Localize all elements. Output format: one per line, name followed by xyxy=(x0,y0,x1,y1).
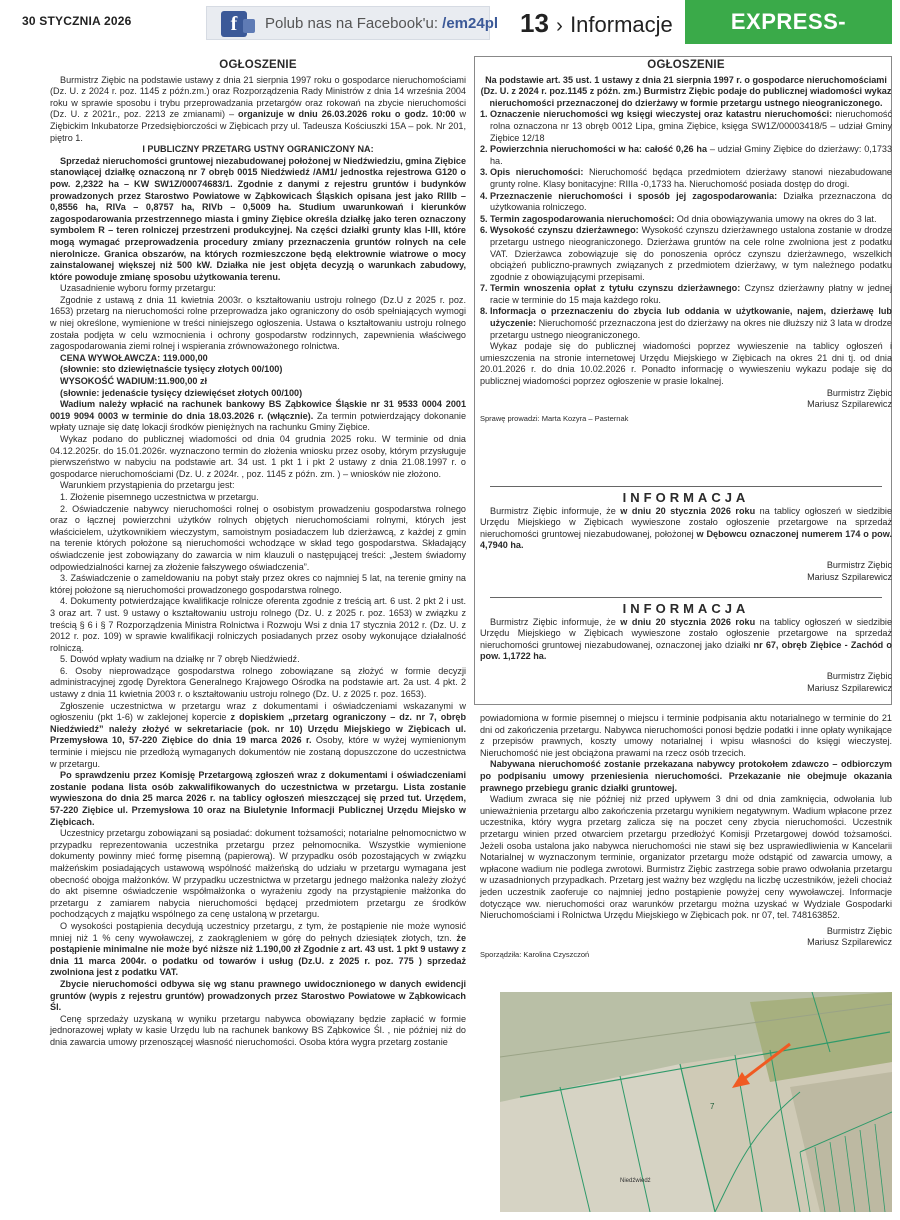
left-p11: O wysokości postąpienia decydują uczestnicy przetargu, z tym, że postąpienie nie może wynosić mniej niż 1 % ceny wywoławczej, z zaokrągleniem w górę do pełnych dziesiątek złotych, tzn. że postąpienie minimalne nie może być niższe niż 1.190,00 zł Zgodnie z art. 43 ust. 1 pkt 9 ustawy z dnia 11 marca 2004r. o podatku od towarów i usług (Dz.U. z 2025 r. poz. 775 ) sprzedaż zwolniona jest z podatku VAT. xyxy=(50,920,466,978)
lease-item-text: Nieruchomość będąca przedmiotem dzierżawy stanowi niezabudowane grunty rolne. Klasy bonitacyjne: RIIIa -0,1733 ha. Nieruchomość posiada dostęp do drogi. xyxy=(490,167,892,189)
left-p9: Po sprawdzeniu przez Komisję Przetargową zgłoszeń wraz z dokumentami i oświadczeniami zostanie podana lista osób zakwalifikowanych do uczestnictwa w przetargu. Lista zostanie wywieszona do dnia 25 marca 2026 r. na tablicy ogłoszeń mieszczącej się przed tut. Urzędem, 57-220 Ziębice ul. Przemysłowa 10 oraz na Biuletynie Informacji Publicznej Urzędu Miejsko w Ziębicach. xyxy=(50,770,466,827)
lease-item-text: – udział Gminy Ziębice do dzierżawy: 0,1733 ha. xyxy=(490,144,893,166)
left-p5: Wadium należy wpłacić na rachunek bankowy BS Ząbkowice Śląskie nr 31 9533 0004 2001 0019 9094 0003 w terminie do dnia 18.03.2026 r. (włącznie). Za termin potwierdzający dokonanie wpłaty uznaje się datę lokacji środków pieniężnych na rachunku Gminy Ziębice. xyxy=(50,399,467,433)
divider xyxy=(490,597,882,598)
right-announcement xyxy=(480,60,892,424)
cont-prepared-by: Sporządziła: Karolina Czyszczoń xyxy=(480,949,590,959)
lease-item-number: 6. xyxy=(480,225,488,236)
left-p8: Zgłoszenie uczestnictwa w przetargu wraz z dokumentami i oświadczeniami wskazanymi w ogłoszeniu (pkt 1-6) w zaklejonej kopercie z dopiskiem „przetarg ograniczony – dz. nr 7, obręb Niedźwiedź” należy złożyć w sekretariacie (pok. nr 10) Urzędu Miejskiego w Ziębicach ul. Przemysłowa 10, 57-220 Ziębice do dnia 19 marca 2026 r. Osoby, które w wyżej wymienionym terminie i miejscu nie przedłożą wymaganych dokumentów nie zostaną dopuszczone do uczestnictwa w przetargu. xyxy=(50,700,467,769)
left-p2: Sprzedaż nieruchomości gruntowej niezabudowanej położonej w Niedźwiedziu, gmina Ziębice stanowiącej działkę oznaczoną nr 7 obręb 0015 Niedźwiedź /AM1/ jednostka rejestrowa G120 o pow. 2,2322 ha – KW SW1Z/00074683/1. Zgodnie z danymi z rejestru gruntów i budynków prowadzonych przez Starostwo Powiatowe w Ząbkowicach Śląskich opisana jest jako RIIIb – 0,8556 ha, RIVa – 0,8757 ha, RIVb – 0,5009 ha. Studium uwarunkowań i kierunków zagospodarowania przestrzennego miasta i gminy Ziębice określa działkę jako teren oznaczony symbolem R – teren rolniczej przestrzeni produkcyjnej. Na części działki grunty klas I-III, które mogą wymagać przeprowadzenia procedury zmiany przeznaczenia gruntów rolnych na cele nierolnicze. Granica obszarów, na których rozmieszczone będą elektrownie wiatrowe o mocy zainstalowanej większej niż 500 kW. Działka nie jest objęta decyzją o warunkach zabudowy, które powoduje zmianę sposobu użytkowania terenu. xyxy=(50,155,466,282)
map-place-label: Niedźwiedź xyxy=(620,1178,651,1184)
info-title-2: INFORMACJA xyxy=(622,601,750,616)
left-announcement xyxy=(50,60,466,1048)
lease-item-number: 7. xyxy=(480,283,488,294)
cont-sign-title: Burmistrz Ziębic xyxy=(826,925,892,936)
parcel-map-image xyxy=(500,992,892,1212)
condition-5: 5. Dowód wpłaty wadium na działkę nr 7 obręb Niedźwiedź. xyxy=(60,654,300,665)
left-p4: Zgodnie z ustawą z dnia 11 kwietnia 2003r. o kształtowaniu ustroju rolnego (Dz.U z 2025 r. poz. 1653) przetarg na nieruchomości rolne przeprowadza jako ograniczony do osób spełniających wymogi w niej określone, wymienione w treści niniejszego ogłoszenia. Ustawa o kształtowaniu ustroju rolnego została podjęta w celu wzmocnienia i ochrony gospodarstw rodzinnych, zapewnienia właściwego zagospodarowania ziemi rolnej i wspierania zrównoważonego rolnictwa. xyxy=(50,294,466,352)
lease-item-text: Od dnia obowiązywania umowy na okres do 3 lat. xyxy=(676,213,877,224)
lease-item xyxy=(480,306,892,341)
info-title-1: INFORMACJA xyxy=(622,490,750,505)
deposit-words: (słownie: jedenaście tysięcy dziewięćset złotych 00/100) xyxy=(60,387,303,398)
lease-item-label: Termin wnoszenia opłat z tytułu czynszu dzierżawnego: xyxy=(490,283,741,294)
condition-3: 3. Zaświadczenie o zameldowaniu na pobyt stały przez okres co najmniej 5 lat, na terenie gminy na której położone są nieruchomości prowadzonego gospodarstwa rolnego. xyxy=(50,573,466,595)
right-intro: Na podstawie art. 35 ust. 1 ustawy z dnia 21 sierpnia 1997 r. o gospodarce nieruchomościami (Dz. U. z 2024 r. poz.1145 z późn. zm.) Burmistrz Ziębic podaje do publicznej wiadomości wykaz nieruchomości przeznaczonej do dzierżawy w formie przetargu ustnego nieograniczonego. xyxy=(480,74,892,108)
lease-item-text: nieruchomość rolna oznaczona nr 13 obręb 0012 Lipa, gmina Ziębice, księga SW1Z/00003418/5 – udział Gminy Ziębice 12/18 xyxy=(490,109,892,143)
info-block-1 xyxy=(480,492,892,583)
lease-item xyxy=(480,225,892,283)
lease-item-text: Czynsz dzierżawny płatny w jednej racie w terminie do 15 maja każdego roku. xyxy=(490,283,892,305)
facebook-text xyxy=(265,15,498,32)
lease-item-number: 3. xyxy=(480,167,488,178)
condition-1: 1. Złożenie pisemnego uczestnictwa w przetargu. xyxy=(60,491,259,502)
left-subtitle: I PUBLICZNY PRZETARG USTNY OGRANICZONY NA: xyxy=(142,144,374,155)
lease-item-number: 1. xyxy=(480,109,488,120)
lease-item-label: Wysokość czynszu dzierżawnego: xyxy=(490,225,639,236)
lease-item-label: Oznaczenie nieruchomości wg księgi wieczystej oraz katastru nieruchomości: xyxy=(490,109,833,120)
cont-sign-name: Mariusz Szpilarewicz xyxy=(807,937,892,948)
page-header xyxy=(520,8,673,39)
left-p7: Warunkiem przystąpienia do przetargu jest: xyxy=(60,480,235,491)
price-start: CENA WYWOŁAWCZA: 119.000,00 xyxy=(60,352,208,363)
lease-item-number: 4. xyxy=(480,190,488,201)
deposit: WYSOKOŚĆ WADIUM:11.900,00 zł xyxy=(60,376,208,387)
cont-p3: Wadium zwraca się nie później niż przed upływem 3 dni od dnia zamknięcia, odwołania lub unieważnienia przetargu albo zakończenia przetargu wynikiem negatywnym. Wadium wpłacone przez uczestnika, który wygra przetarg zalicza się na poczet ceny zbycia nieruchomości. Uczestnik przetargu winien przed otwarciem przetargu przedłożyć Komisji Przetargowej dowód tożsamości. Jeżeli osoba ustalona jako nabywca nieruchomości nie stawi się bez usprawiedliwienia w Kancelarii Notarialnej w wyznaczonym terminie, organizator przetargu może odstąpić od zawarcia umowy, a wpłacone wadium nie podlega zwrotowi. Burmistrz Ziębic zastrzega sobie prawo odwołania przetargu w uzasadnionych przypadkach. Przetarg jest ważny bez względu na liczbę uczestników, jeżeli chociaż jeden uczestnik zaoferuje co najmniej jedno postąpienie powyżej ceny wywoławczej. Informacje dotyczące ww. nieruchomości oraz warunków przetargu można uzyskać w Wydziale Gospodarki Nieruchomościami i Rolnictwa Urzędu Miejskiego w Ziębicach pok. nr 07, tel. 748163852. xyxy=(480,794,892,921)
left-title: OGŁOSZENIE xyxy=(219,59,297,71)
right-title: OGŁOSZENIE xyxy=(647,59,725,71)
lease-item-text: Wysokość czynszu dzierżawnego ustalona zostanie w drodze przetargu ustnego nieograniczonego. Dzierżawa gruntów na cele rolne zwolniona jest z podatku VAT. Dzierżawca zobowiązuje się do ponoszenia oprócz czynszu dzierżawnego, wszelkich obciążeń publiczno-prawnych związanych z przedmiotem dzierżawy, w tym należnego podatku zgodnie z obowiązującymi przepisami. xyxy=(490,225,892,282)
prepared-by: Sprawę prowadzi: Marta Kozyra – Pasternak xyxy=(480,413,629,423)
facebook-banner[interactable] xyxy=(206,6,499,40)
left-announcement-continued xyxy=(480,713,892,960)
chevron-right-icon: › xyxy=(556,15,563,37)
parcel-map xyxy=(500,992,892,1212)
lease-items xyxy=(480,109,892,341)
lease-item-text: Działka przeznaczona do użytkowania rolniczego. xyxy=(490,190,892,213)
info1-sign-title: Burmistrz Ziębic xyxy=(826,559,892,570)
signature-title: Burmistrz Ziębic xyxy=(826,387,892,398)
lease-item xyxy=(480,144,892,167)
condition-2: 2. Oświadczenie nabywcy nieruchomości rolnej o osobistym prowadzeniu gospodarstwa rolnego oraz o łącznej powierzchni użytków rolnych objętych nieruchomościami rolnymi, których jest właścicielem, użytkownikiem wieczystym, samoistnym posiadaczem lub dzierżawcą, z każdej z gmin na terenie których położone są nieruchomości wchodzące w skład tego gospodarstwa. Składający oświadczenie jest zobowiązany do zawarcia w nim klauzuli o następującej treści: „Jestem świadomy odpowiedzialności karnej za złożenie fałszywego oświadczenia”. xyxy=(50,503,466,572)
page-number: 13 xyxy=(520,8,549,38)
info-block-2 xyxy=(480,603,892,694)
issue-date: 30 STYCZNIA 2026 xyxy=(22,14,132,28)
section-name: Informacje xyxy=(570,12,673,37)
lease-item-label: Termin zagospodarowania nieruchomości: xyxy=(490,213,675,224)
lease-item-number: 5. xyxy=(480,213,488,224)
facebook-icon: f xyxy=(221,11,247,37)
left-p10: Uczestnicy przetargu zobowiązani są posiadać: dokument tożsamości; notarialne pełnomocnictwo w przypadku reprezentowania uczestnika przetargu przez pełnomocnika. Wszystkie wymienione dokumenty powinny mieć formę pisemną (papierową). W przypadku osób pozostających w związku małżeńskim posiadających ustawową wspólność małżeńską do udziału w przetargu wymagana jest obecność obojga małżonków. W przypadku uczestnictwa w przetargu jednego małżonka należy złożyć do akt pisemne oświadczenie współmałżonka o wyrażeniu zgody na przystąpienie małżonka do przetargu z zamiarem nabycia nieruchomości będącej przedmiotem przetargu ze środków pochodzących z majątku wspólnego za cenę ustaloną w przetargu. xyxy=(50,828,466,920)
price-start-words: (słownie: sto dziewiętnaście tysięcy złotych 00/100) xyxy=(60,364,283,375)
left-p6: Wykaz podano do publicznej wiadomości od dnia 04 grudnia 2025 roku. W terminie od dnia 04.12.2025r. do 15.01.2026r. wyznaczono termin do złożenia wniosku przez osoby, którym przysługuje pierwszeństwo w nabyciu na podstawie art. 34 ust. 1 pkt 1 i pkt 2 ustawy z dnia 21.08.1997 r. o gospodarce nieruchomościami (Dz. U. z 2024r. , poz. 1145 z późn. zm. ) – wniosków nie złożono. xyxy=(50,434,466,479)
condition-4: 4. Dokumenty potwierdzające kwalifikacje rolnicze oferenta zgodnie z treścią art. 6 ust. 2 pkt 2 i ust. 3 oraz art. 7 ust. 9 ustawy o kształtowaniu ustroju rolnego (Dz. U. z 2025 r. poz. 1653) w związku z treścią § 6 i § 7 Rozporządzenia Ministra Rolnictwa i Rozwoju Wsi z dnia 17 stycznia 2012 r. (Dz. U. z 2012 r. poz. 109) w sprawie kwalifikacji rolniczych posiadanych przez osoby wykonujące działalność rolniczą. xyxy=(50,596,466,653)
left-p3: Uzasadnienie wyboru formy przetargu: xyxy=(60,283,216,294)
lease-item-text: Nieruchomość przeznaczona jest do dzierżawy na okres nie dłuższy niż 3 lata w drodze przetargu ustnego nieograniczonego. xyxy=(490,318,892,340)
left-p12: Zbycie nieruchomości odbywa się wg stanu prawnego uwidocznionego w danych ewidencji gruntów (wypis z rejestru gruntów) prowadzonych przez Starostwo Powiatowe w Ząbkowicach Śl. xyxy=(50,978,466,1013)
lease-item-label: Informacja o przeznaczeniu do zbycia lub oddania w użytkowanie, najem, dzierżawę lub użyczenie: xyxy=(490,306,892,329)
cont-p1: powiadomiona w formie pisemnej o miejscu i terminie podpisania aktu notarialnego w terminie do 21 dni od zakończenia przetargu. Nabywca nieruchomości ponosi będzie podatki i inne opłaty wynikające z przepisów prawnych, koszty umowy notarialnej i wpisu własności do księgi wieczystej. Nieruchomość nie jest obciążona prawami na rzecz osób trzecich. xyxy=(480,713,892,758)
info2-sign-title: Burmistrz Ziębic xyxy=(826,670,892,681)
right-outro: Wykaz podaje się do publicznej wiadomości poprzez wywieszenie na tablicy ogłoszeń i umieszczenia na stronie internetowej Urzędu Miejskiego w Ziębicach na okres 21 dni tj. od dnia 20.01.2026 r. do dnia 10.02.2026 r. Ponadto informację o wywieszeniu wykazu podaje się do publicznej wiadomości poprzez ogłoszenie w prasie lokalnej. xyxy=(480,341,892,387)
condition-6: 6. Osoby nieprowadzące gospodarstwa rolnego zobowiązane są złożyć w formie decyzji administracyjnej zgodę Dyrektora Generalnego Krajowego Ośrodka na podstawie art. 2a ust. 4 pkt. 2 ustawy z dnia 11 kwietnia 2003 r. o kształtowaniu ustroju rolnego (Dz. U. z 2025 r. poz. 1653). xyxy=(50,665,466,700)
facebook-handle[interactable]: /em24pl xyxy=(442,15,499,32)
info-text-1: Burmistrz Ziębic informuje, że w dniu 20 stycznia 2026 roku na tablicy ogłoszeń w siedzibie Urzędu Miejskiego w Ziębicach wywieszone zostało ogłoszenie przetargowe na sprzedaż nieruchomości gruntowej niezabudowanej, położonej w Dębowcu oznaczonej numerem 174 o pow. 4,7940 ha. xyxy=(480,505,892,551)
signature-name: Mariusz Szpilarewicz xyxy=(807,399,892,410)
info2-sign-name: Mariusz Szpilarewicz xyxy=(807,682,892,693)
facebook-prefix: Polub nas na Facebook'u: xyxy=(265,15,443,32)
brand-logo[interactable]: EXPRESS-MIEJSKI.PL xyxy=(685,0,892,44)
parcel-number-label: 7 xyxy=(710,1102,715,1111)
lease-item xyxy=(480,109,892,144)
lease-item-label: Opis nieruchomości: xyxy=(490,167,584,178)
info-text-2: Burmistrz Ziębic informuje, że w dniu 20 stycznia 2026 roku na tablicy ogłoszeń w siedzibie Urzędu Miejskiego w Ziębicach wywieszone zostało ogłoszenie przetargowe na sprzedaż nieruchomości gruntowej niezabudowanej, oznaczonej jako działki nr 67, obręb Ziębice - Zachód o pow. 1,1722 ha. xyxy=(480,616,892,662)
info1-sign-name: Mariusz Szpilarewicz xyxy=(807,571,892,582)
lease-item xyxy=(480,191,892,214)
left-p1: Burmistrz Ziębic na podstawie ustawy z dnia 21 sierpnia 1997 roku o gospodarce nieruchomościami (Dz. U. z 2024 r. poz. 1145 z późn.zm.) oraz Rozporządzenia Rady Ministrów z dnia 14 września 2004 roku w sprawie sposobu i trybu przeprowadzania przetargów oraz rokowań na zbycie nieruchomości (Dz. U. z 2021r., poz. 2213 ze zmianami) – organizuje w dniu 26.03.2026 roku o godz. 10:00 w Ziębickim Inkubatorze Przedsiębiorczości w Ziębicach przy ul. Tadeusza Kościuszki 15A – pok. Nr 201, piętro 1. xyxy=(50,74,467,143)
lease-item-label: Powierzchnia nieruchomości w ha: całość 0,26 ha xyxy=(490,144,708,155)
lease-item-number: 2. xyxy=(480,144,488,155)
lease-item xyxy=(480,167,892,190)
thumbs-up-icon xyxy=(243,19,255,33)
lease-item xyxy=(480,283,892,306)
lease-item xyxy=(480,214,892,226)
left-p13: Cenę sprzedaży uzyskaną w wyniku przetargu nabywca obowiązany będzie zapłacić w formie jednorazowej wpłaty w kasie Urzędu lub na rachunek bankowy BS Ząbkowice Śl. , nie później niż do dnia zawarcia umowy przenoszącej własność nieruchomości. Osoba która wygra przetarg zostanie xyxy=(50,1013,466,1047)
divider xyxy=(490,486,882,487)
cont-p2: Nabywana nieruchomość zostanie przekazana nabywcy protokołem zdawczo – odbiorczym po podpisaniu umowy przeniesienia nieruchomości. Przekazanie nie obejmuje okazania prawnego przebiegu granic działki gruntowej. xyxy=(480,759,892,793)
lease-item-label: Przeznaczenie nieruchomości i sposób jej zagospodarowania: xyxy=(490,190,778,201)
lease-item-number: 8. xyxy=(480,306,488,317)
